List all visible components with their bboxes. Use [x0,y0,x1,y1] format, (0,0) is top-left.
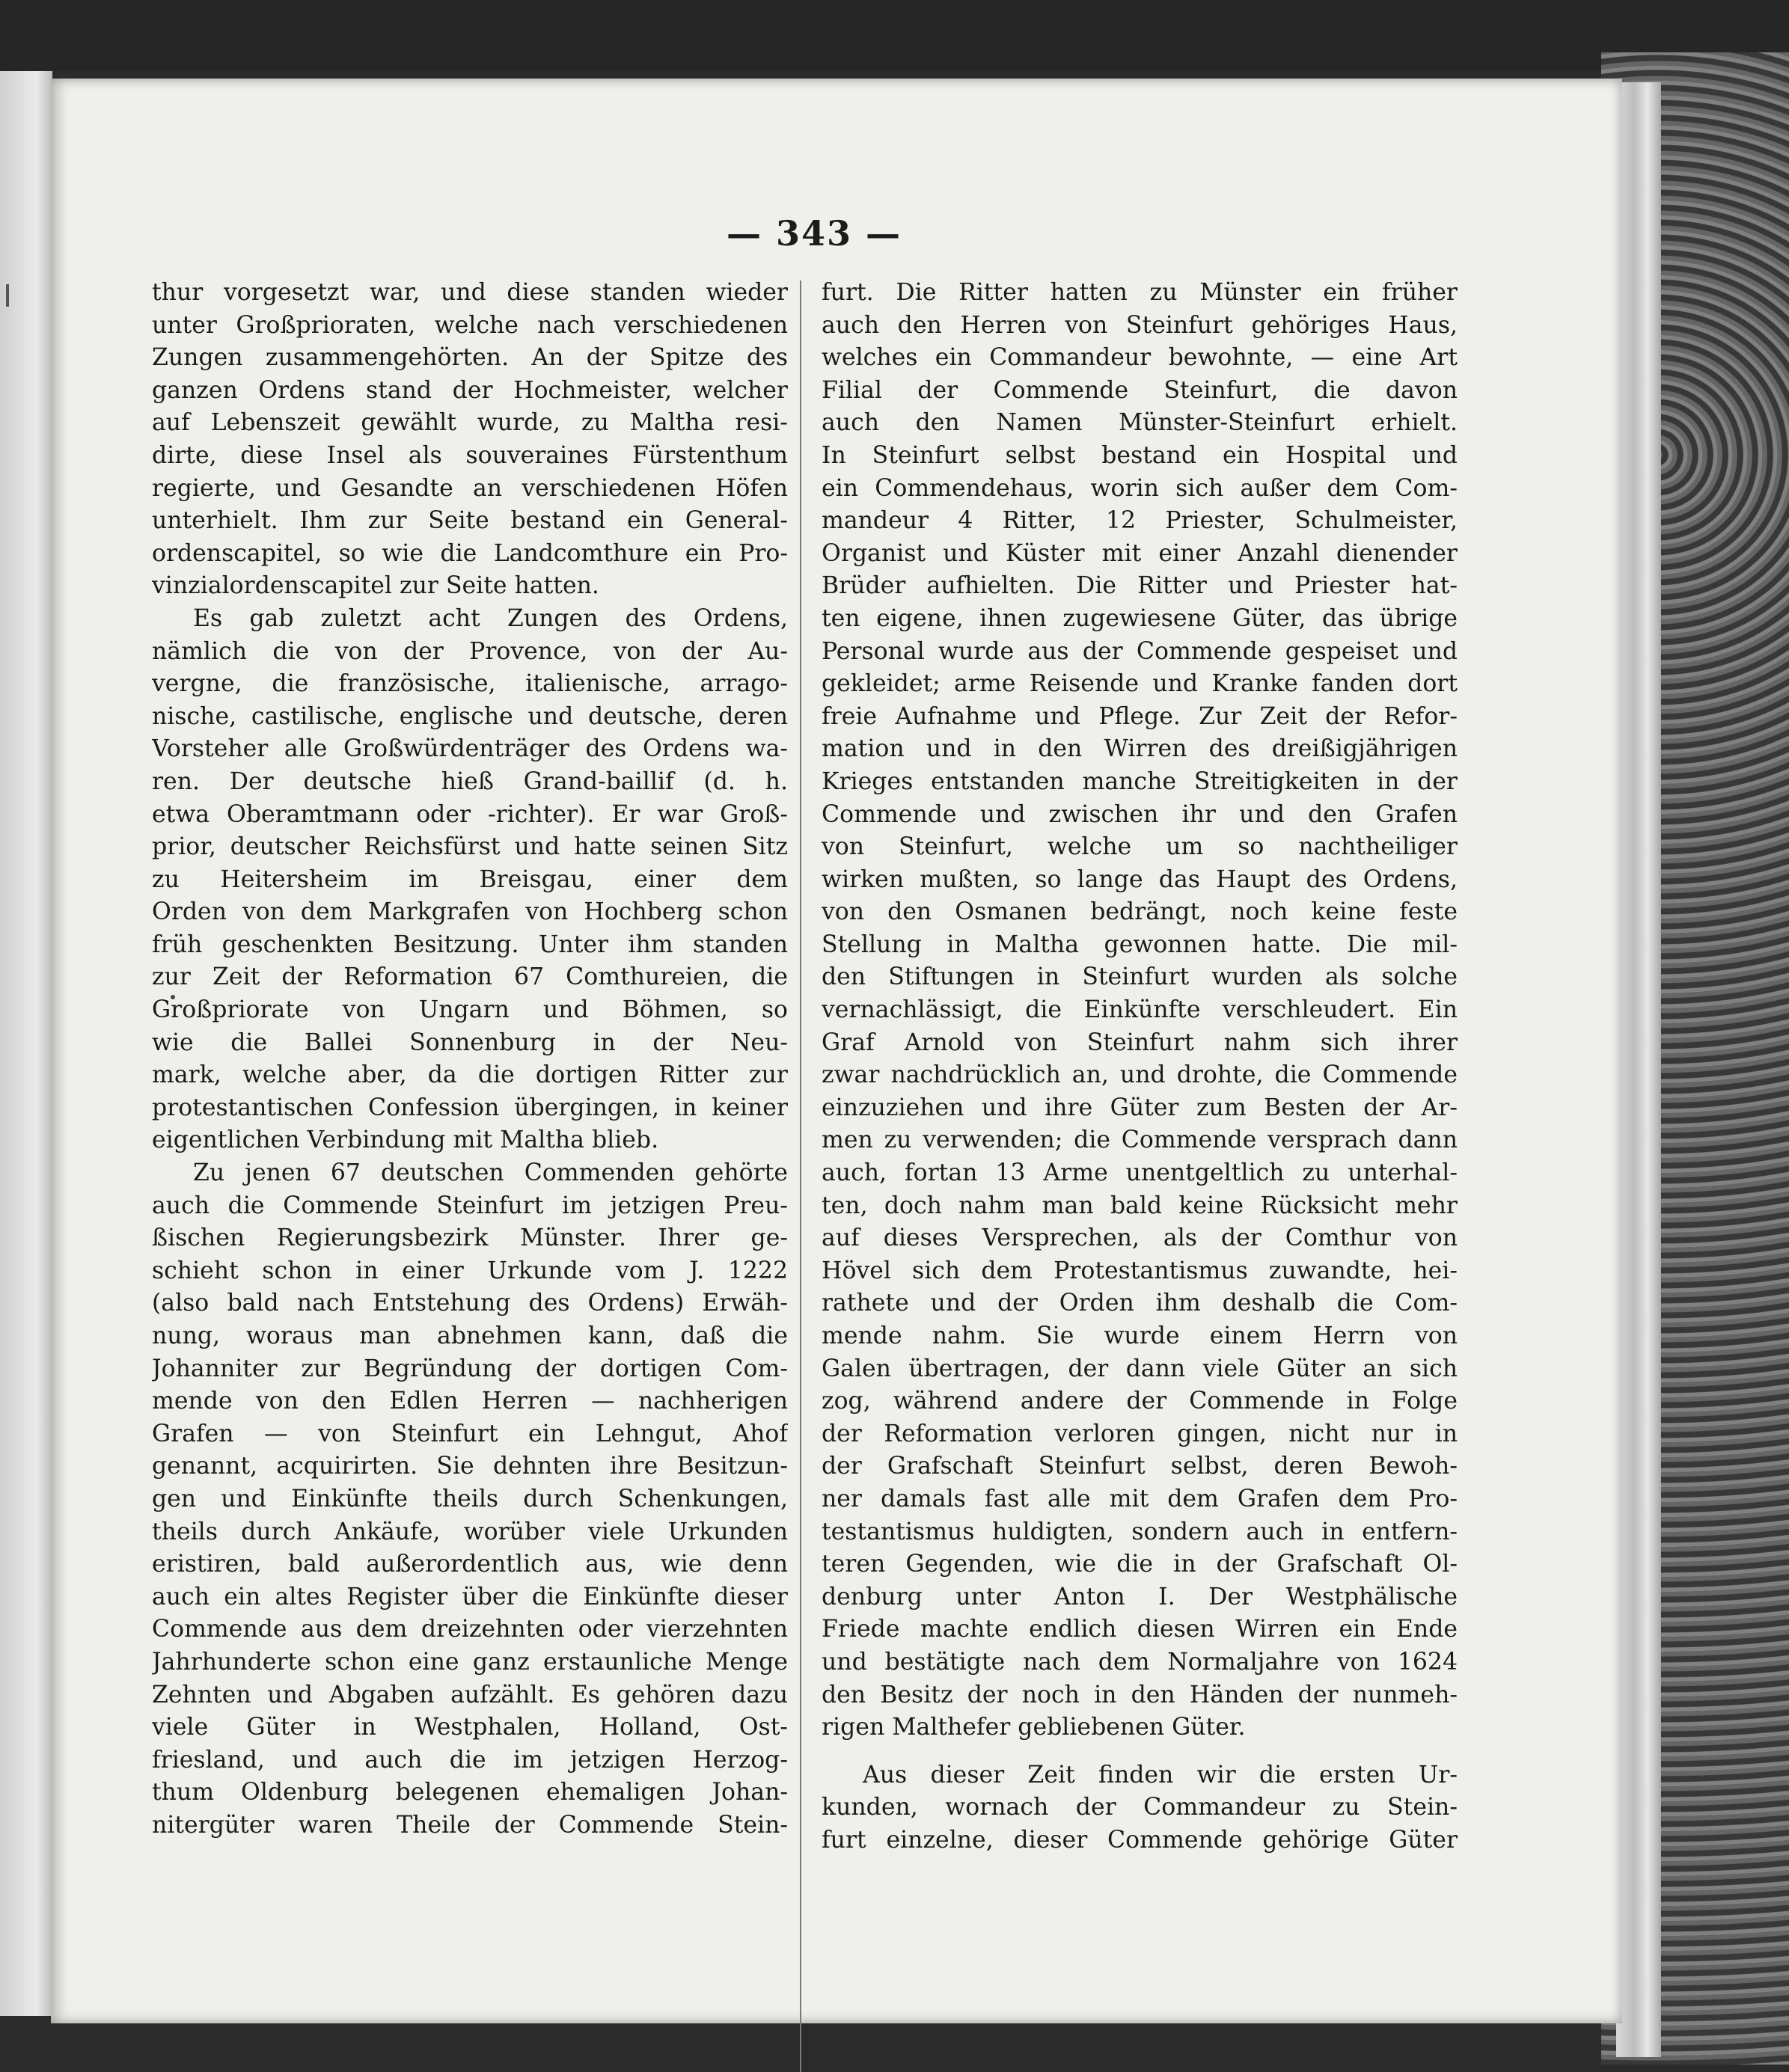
text-line: dirte, diese Insel als souveraines Fürstenthum [152,441,788,469]
text-line: zwar nachdrücklich an, und drohte, die Commende [822,1061,1458,1089]
text-line: eigentlichen Verbindung mit Maltha blieb. [152,1127,659,1154]
text-line: viele Güter in Westphalen, Holland, Ost- [152,1714,788,1741]
text-line: rathete und der Orden ihm deshalb die Com- [822,1290,1458,1317]
top-shadow [0,0,1789,71]
text-line: furt einzelne, dieser Commende gehörige Güter [822,1826,1458,1854]
text-line: mende nahm. Sie wurde einem Herrn von [822,1322,1458,1349]
text-line: Grafen — von Steinfurt ein Lehngut, Ahof [152,1420,788,1447]
text-line: Aus dieser Zeit finden wir die ersten Ur- [863,1761,1458,1789]
text-line: Stellung in Maltha gewonnen hatte. Die mil- [822,931,1458,958]
text-line: (also bald nach Entstehung des Ordens) Erwäh- [152,1290,788,1317]
text-line: mandeur 4 Ritter, 12 Priester, Schulmeister, [822,507,1458,535]
text-line: men zu verwenden; die Commende versprach dann [822,1127,1458,1154]
book-page [51,79,1622,2023]
text-line: Zu jenen 67 deutschen Commenden gehörte [193,1159,788,1187]
text-line: etwa Oberamtmann oder -richter). Er war Groß- [152,800,788,828]
text-line: mende von den Edlen Herren — nachherigen [152,1388,788,1415]
text-line: prior, deutscher Reichsfürst und hatte seinen Sitz [152,833,788,861]
text-line: testantismus huldigten, sondern auch in entfern- [822,1518,1458,1545]
text-line: auf dieses Versprechen, als der Comthur von [822,1224,1458,1252]
facing-page-edge [0,71,52,2016]
column-divider-rule [800,281,801,2072]
text-line: unterhielt. Ihm zur Seite bestand ein General- [152,507,788,535]
text-line: Zungen zusammengehörten. An der Spitze des [152,344,788,372]
margin-mark [6,284,9,307]
text-line: ein Commendehaus, worin sich außer dem Com- [822,474,1458,502]
text-line: welches ein Commandeur bewohnte, — eine Art [822,344,1458,372]
text-line: auch, fortan 13 Arme unentgeltlich zu unterhal- [822,1159,1458,1187]
text-line: teren Gegenden, wie die in der Grafschaft Ol- [822,1551,1458,1578]
text-line: nung, woraus man abnehmen kann, daß die [152,1322,788,1349]
text-line: theils durch Ankäufe, worüber viele Urkunden [152,1518,788,1545]
text-line: nämlich die von der Provence, von der Au- [152,637,788,665]
text-line: thur vorgesetzt war, und diese standen wieder [152,279,788,306]
text-line: wirken mußten, so lange das Haupt des Ordens, [822,865,1458,893]
page-number [51,213,1622,254]
text-line: nitergüter waren Theile der Commende Stein- [152,1811,788,1839]
text-line: rigen Malthefer gebliebenen Güter. [822,1714,1246,1741]
text-line: Vorsteher alle Großwürdenträger des Ordens wa- [152,735,788,763]
text-line: Johanniter zur Begründung der dortigen Com- [152,1355,788,1382]
text-line: Hövel sich dem Protestantismus zuwandte, hei- [822,1257,1458,1284]
text-line: Jahrhunderte schon eine ganz erstaunliche Menge [152,1648,788,1676]
text-line: schieht schon in einer Urkunde vom J. 1222 [152,1257,788,1284]
text-line: eristiren, bald außerordentlich aus, wie denn [152,1551,788,1578]
text-line: der Reformation verloren gingen, nicht nur in [822,1420,1458,1447]
text-line: Brüder aufhielten. Die Ritter und Priester hat- [822,572,1458,600]
text-line: mark, welche aber, da die dortigen Ritter zur [152,1061,788,1089]
text-line: Zehnten und Abgaben aufzählt. Es gehören dazu [152,1681,788,1708]
text-line: kunden, wornach der Commandeur zu Stein- [822,1794,1458,1821]
text-line: nische, castilische, englische und deutsche, deren [152,702,788,730]
text-line: furt. Die Ritter hatten zu Münster ein früher [822,279,1458,306]
text-line: auch den Namen Münster-Steinfurt erhielt. [822,409,1458,437]
text-line: vernachlässigt, die Einkünfte verschleudert. Ein [822,996,1458,1024]
page-number-text: — 343 — [726,213,902,254]
text-line: von den Osmanen bedrängt, noch keine feste [822,898,1458,926]
text-line: genannt, acquirirten. Sie dehnten ihre Besitzun- [152,1453,788,1480]
text-line: zog, während andere der Commende in Folge [822,1388,1458,1415]
text-line: gen und Einkünfte theils durch Schenkungen, [152,1485,788,1512]
text-line: wie die Ballei Sonnenburg in der Neu- [152,1029,788,1056]
text-line: Es gab zuletzt acht Zungen des Ordens, [193,604,788,632]
right-text-column [822,277,1458,1857]
text-line: auch die Commende Steinfurt im jetzigen Preu- [152,1192,788,1219]
text-line: den Besitz der noch in den Händen der nunmeh- [822,1681,1458,1708]
text-line: auch ein altes Register über die Einkünfte dieser [152,1583,788,1610]
text-line: von Steinfurt, welche um so nachtheiliger [822,833,1458,861]
text-line: Großpriorate von Ungarn und Böhmen, so [152,996,788,1024]
text-line: denburg unter Anton I. Der Westphälische [822,1583,1458,1610]
text-line: Krieges entstanden manche Streitigkeiten in der [822,767,1458,795]
text-line: ordenscapitel, so wie die Landcomthure ein Pro- [152,539,788,567]
paragraph-gap [822,1744,1458,1759]
text-line: einzuziehen und ihre Güter zum Besten der Ar- [822,1094,1458,1121]
text-line: unter Großprioraten, welche nach verschiedenen [152,311,788,339]
text-line: gekleidet; arme Reisende und Kranke fanden dort [822,670,1458,698]
text-line: Personal wurde aus der Commende gespeiset und [822,637,1458,665]
text-line: thum Oldenburg belegenen ehemaligen Johan- [152,1779,788,1806]
text-line: ten eigene, ihnen zugewiesene Güter, das übrige [822,604,1458,632]
text-line: ren. Der deutsche hieß Grand-baillif (d. h. [152,767,788,795]
text-line: ßischen Regierungsbezirk Münster. Ihrer ge- [152,1224,788,1252]
text-line: In Steinfurt selbst bestand ein Hospital und [822,441,1458,469]
text-line: vinzialordenscapitel zur Seite hatten. [152,572,599,600]
text-line: zu Heitersheim im Breisgau, einer dem [152,865,788,893]
page-block-edge [1616,82,1661,2057]
text-line: protestantischen Confession übergingen, in keiner [152,1094,788,1121]
text-line: ner damals fast alle mit dem Grafen dem Pro- [822,1485,1458,1512]
text-line: und bestätigte nach dem Normaljahre von 1624 [822,1648,1458,1676]
text-line: Galen übertragen, der dann viele Güter an sich [822,1355,1458,1382]
text-line: freie Aufnahme und Pflege. Zur Zeit der Refor- [822,702,1458,730]
text-line: mation und in den Wirren des dreißigjährigen [822,735,1458,763]
text-line: Commende und zwischen ihr und den Grafen [822,800,1458,828]
text-line: friesland, und auch die im jetzigen Herzog- [152,1746,788,1774]
text-line: Friede machte endlich diesen Wirren ein Ende [822,1616,1458,1643]
text-line: vergne, die französische, italienische, arrago- [152,670,788,698]
text-line: Graf Arnold von Steinfurt nahm sich ihrer [822,1029,1458,1056]
text-line: ganzen Ordens stand der Hochmeister, welcher [152,376,788,404]
text-line: den Stiftungen in Steinfurt wurden als solche [822,963,1458,991]
text-line: Filial der Commende Steinfurt, die davon [822,376,1458,404]
left-text-column [152,277,788,1842]
text-line: auf Lebenszeit gewählt wurde, zu Maltha resi- [152,409,788,437]
text-line: zur Zeit der Reformation 67 Comthureien, die [152,963,788,991]
text-line: Orden von dem Markgrafen von Hochberg schon [152,898,788,926]
text-line: auch den Herren von Steinfurt gehöriges Haus, [822,311,1458,339]
text-line: Organist und Küster mit einer Anzahl dienender [822,539,1458,567]
text-line: ten, doch nahm man bald keine Rücksicht mehr [822,1192,1458,1219]
text-line: der Grafschaft Steinfurt selbst, deren Bewoh- [822,1453,1458,1480]
text-line: regierte, und Gesandte an verschiedenen Höfen [152,474,788,502]
text-line: Commende aus dem dreizehnten oder vierzehnten [152,1616,788,1643]
text-line: früh geschenkten Besitzung. Unter ihm standen [152,931,788,958]
